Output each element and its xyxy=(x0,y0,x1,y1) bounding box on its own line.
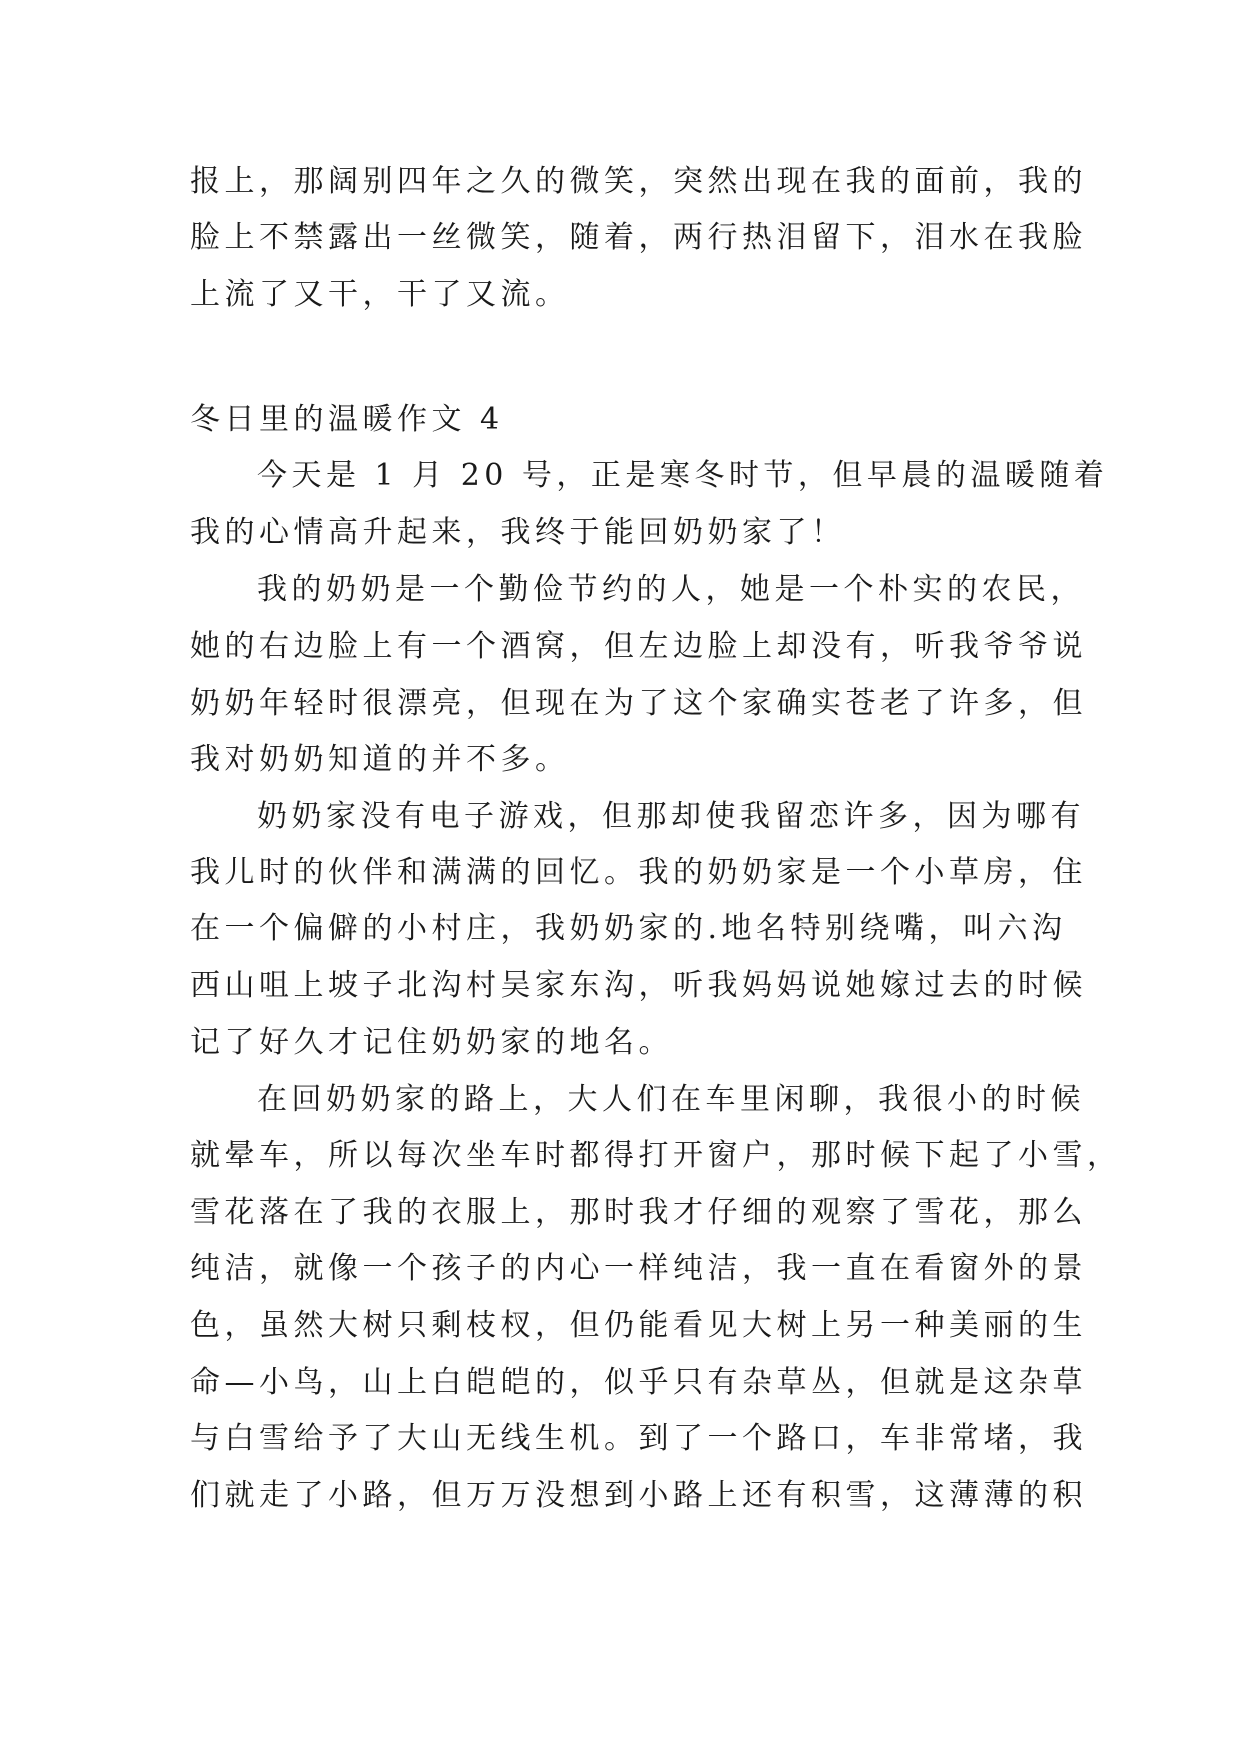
text-line: 与白雪给予了大山无线生机。到了一个路口，车非常堵，我 xyxy=(190,1421,1087,1456)
text-line: 纯洁，就像一个孩子的内心一样纯洁，我一直在看窗外的景 xyxy=(190,1251,1087,1286)
text-line: 命—小鸟，山上白皑皑的，似乎只有杂草丛，但就是这杂草 xyxy=(190,1365,1087,1400)
text-line: 她的右边脸上有一个酒窝，但左边脸上却没有，听我爷爷说 xyxy=(190,629,1087,664)
text-line: 上流了又干，干了又流。 xyxy=(190,277,570,312)
paragraph-first-line: 奶奶家没有电子游戏，但那却使我留恋许多，因为哪有 xyxy=(257,799,1085,834)
text-line: 我的心情高升起来，我终于能回奶奶家了！ xyxy=(190,515,846,550)
text-line: 西山咀上坡子北沟村吴家东沟，听我妈妈说她嫁过去的时候 xyxy=(190,968,1087,1003)
text-line: 奶奶年轻时很漂亮，但现在为了这个家确实苍老了许多，但 xyxy=(190,686,1087,721)
text-line: 色，虽然大树只剩枝杈，但仍能看见大树上另一种美丽的生 xyxy=(190,1308,1087,1343)
text-line: 记了好久才记住奶奶家的地名。 xyxy=(190,1025,673,1060)
section-heading: 冬日里的温暖作文 4 xyxy=(190,402,504,437)
paragraph-first-line: 我的奶奶是一个勤俭节约的人，她是一个朴实的农民， xyxy=(257,572,1085,607)
text-line: 就晕车，所以每次坐车时都得打开窗户，那时候下起了小雪， xyxy=(190,1138,1122,1173)
paragraph-first-line: 在回奶奶家的路上，大人们在车里闲聊，我很小的时候 xyxy=(257,1082,1085,1117)
text-line: 们就走了小路，但万万没想到小路上还有积雪，这薄薄的积 xyxy=(190,1478,1087,1513)
text-line: 雪花落在了我的衣服上，那时我才仔细的观察了雪花，那么 xyxy=(190,1195,1087,1230)
text-line: 我对奶奶知道的并不多。 xyxy=(190,742,570,777)
text-line: 报上，那阔别四年之久的微笑，突然出现在我的面前，我的 xyxy=(190,164,1087,199)
text-line: 在一个偏僻的小村庄，我奶奶家的.地名特别绕嘴，叫六沟 xyxy=(190,911,1067,946)
text-line: 我儿时的伙伴和满满的回忆。我的奶奶家是一个小草房，住 xyxy=(190,855,1087,890)
paragraph-first-line: 今天是 1 月 20 号，正是寒冬时节，但早晨的温暖随着 xyxy=(257,458,1109,493)
text-line: 脸上不禁露出一丝微笑，随着，两行热泪留下，泪水在我脸 xyxy=(190,220,1087,255)
